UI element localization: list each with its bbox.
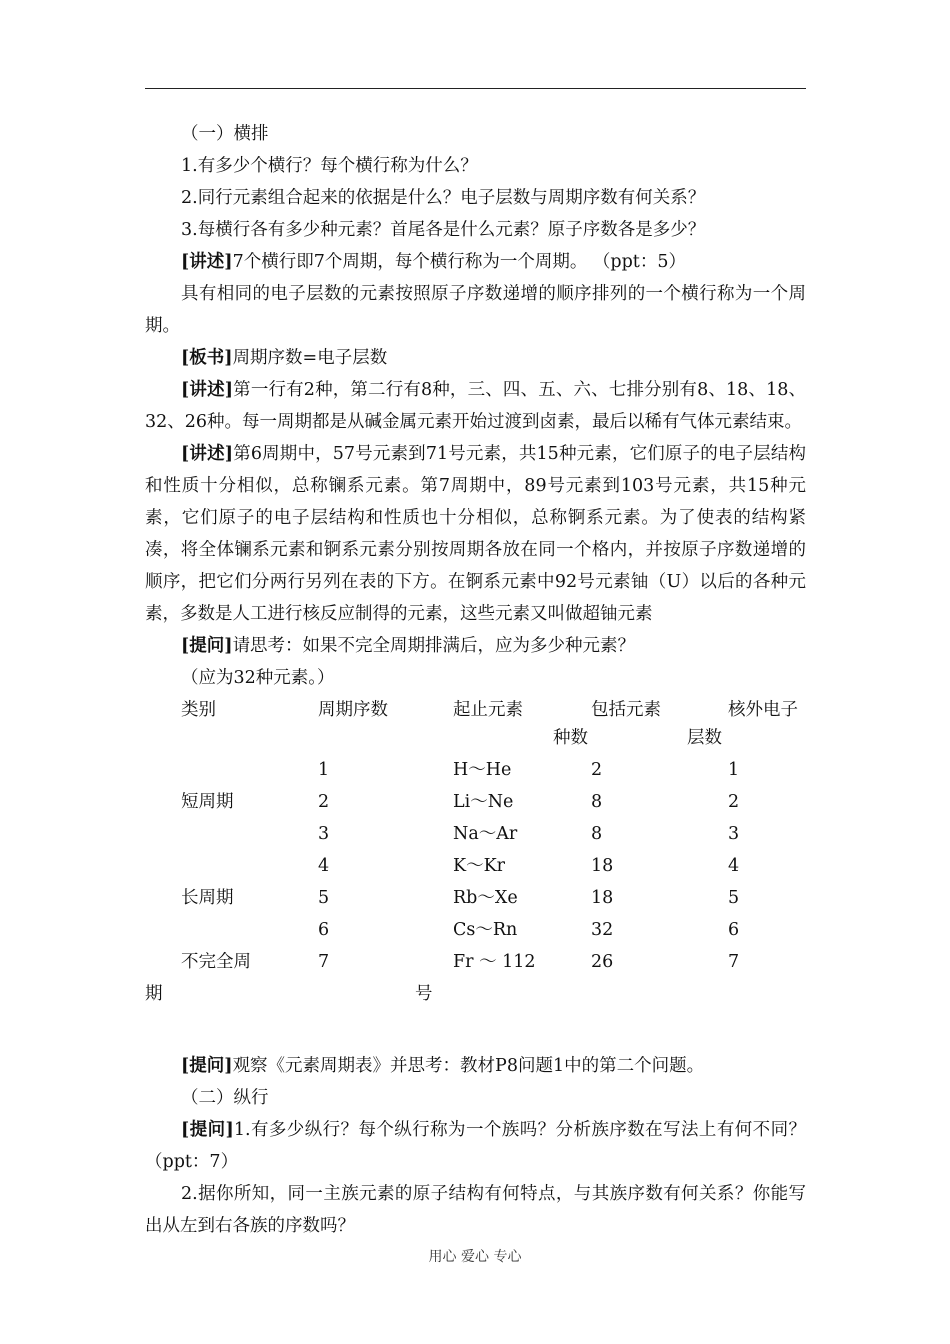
row-count: 26 — [591, 952, 614, 972]
row-count: 8 — [591, 792, 603, 812]
row-period: 6 — [318, 920, 330, 940]
header-count-2: 种数 — [553, 728, 588, 748]
category-incomplete: 不完全周 — [181, 952, 251, 972]
header-period: 周期序数 — [318, 700, 388, 720]
question-ask-2 — [145, 1050, 806, 1082]
lecture-1 — [145, 246, 806, 278]
row-count: 18 — [591, 888, 614, 908]
lecture-text: 7个横行即7个周期，每个横行称为一个周期。 （ppt：5） — [232, 252, 686, 272]
row-shells: 3 — [728, 824, 740, 844]
row-count: 18 — [591, 856, 614, 876]
row-shells: 6 — [728, 920, 740, 940]
lecture-2 — [145, 374, 806, 438]
board-text: 周期序数=电子层数 — [232, 348, 388, 368]
lecture-text: 第一行有2种，第二行有8种，三、四、五、六、七排分别有8、18、18、32、26种。每一周期都是从碱金属元素开始过渡到卤素，最后以稀有气体元素结束。 — [145, 380, 807, 432]
question-1: 1.有多少个横行？每个横行称为什么？ — [181, 156, 478, 176]
ask-text: 1.有多少纵行？每个纵行称为一个族吗？分析族序数在写法上有何不同？（ppt：7） — [145, 1120, 807, 1172]
page-footer: 用心 爱心 专心 — [428, 1249, 522, 1265]
question-ask-1 — [145, 630, 806, 662]
row-shells: 7 — [728, 952, 740, 972]
row-range: H～He — [453, 760, 512, 780]
row-count: 32 — [591, 920, 614, 940]
row-shells: 1 — [728, 760, 740, 780]
row-period: 1 — [318, 760, 330, 780]
ask-tag: [提问] — [181, 1056, 233, 1076]
row-range: Fr ～ 112 — [453, 952, 536, 972]
row-range: Na～Ar — [453, 824, 518, 844]
row-range: Li～Ne — [453, 792, 514, 812]
row-shells: 2 — [728, 792, 740, 812]
question-4: 2.据你所知，同一主族元素的原子结构有何特点，与其族序数有何关系？你能写出从左到右各族的序数吗？ — [145, 1184, 806, 1236]
ask-text: 请思考：如果不完全周期排满后，应为多少种元素？ — [232, 636, 636, 656]
header-count: 包括元素 — [591, 700, 661, 720]
answer-1: （应为32种元素。） — [181, 668, 335, 688]
row-period: 2 — [318, 792, 330, 812]
question-ask-3 — [145, 1114, 806, 1178]
section-heading-columns: （二）纵行 — [181, 1088, 269, 1108]
header-rule — [145, 88, 806, 89]
ask-tag: [提问] — [181, 1120, 234, 1140]
header-category: 类别 — [181, 700, 216, 720]
ask-tag: [提问] — [181, 636, 233, 656]
section-heading-rows: （一）横排 — [181, 124, 269, 144]
header-range: 起止元素 — [453, 700, 523, 720]
period-definition: 具有相同的电子层数的元素按照原子序数递增的顺序排列的一个横行称为一个周期。 — [145, 284, 806, 336]
row-period: 5 — [318, 888, 330, 908]
header-shells: 核外电子 — [728, 700, 798, 720]
row-range: Cs～Rn — [453, 920, 518, 940]
document-body — [145, 118, 806, 1242]
question-3: 3.每横行各有多少种元素？首尾各是什么元素？原子序数各是多少？ — [181, 220, 706, 240]
row-shells: 5 — [728, 888, 740, 908]
lecture-tag: [讲述] — [181, 380, 234, 400]
row-range-tail: 号 — [415, 984, 433, 1004]
row-period: 3 — [318, 824, 330, 844]
row-period: 7 — [318, 952, 330, 972]
category-short: 短周期 — [181, 792, 234, 812]
lecture-text: 第6周期中，57号元素到71号元素，共15种元素，它们原子的电子层结构和性质十分相似，总称镧系元素。第7周期中，89号元素到103号元素，共15种元素，它们原子的电子层结构和性质也十分相似，总称锕系元素。为了使表的结构紧凑，将全体镧系元素和锕系元素分别按周期各放在同一个格内，并按原子序数递增的顺序，把它们分两行另列在表的下方。在锕系元素中92号元素铀（U）以后的各种元素，多数是人工进行核反应制得的元素，这些元素又叫做超铀元素 — [145, 444, 807, 624]
lecture-tag: [讲述] — [181, 444, 234, 464]
row-shells: 4 — [728, 856, 740, 876]
ask-text: 观察《元素周期表》并思考：教材P8问题1中的第二个问题。 — [232, 1056, 705, 1076]
row-count: 8 — [591, 824, 603, 844]
row-period: 4 — [318, 856, 330, 876]
board-note — [145, 342, 806, 374]
header-shells-2: 层数 — [687, 728, 722, 748]
category-long: 长周期 — [181, 888, 234, 908]
row-count: 2 — [591, 760, 603, 780]
period-table — [145, 694, 806, 1050]
question-2: 2.同行元素组合起来的依据是什么？电子层数与周期序数有何关系？ — [181, 188, 706, 208]
board-tag: [板书] — [181, 348, 233, 368]
row-range: Rb～Xe — [453, 888, 518, 908]
lecture-tag: [讲述] — [181, 252, 233, 272]
category-incomplete-tail: 期 — [145, 984, 163, 1004]
lecture-3 — [145, 438, 806, 630]
row-range: K～Kr — [453, 856, 506, 876]
